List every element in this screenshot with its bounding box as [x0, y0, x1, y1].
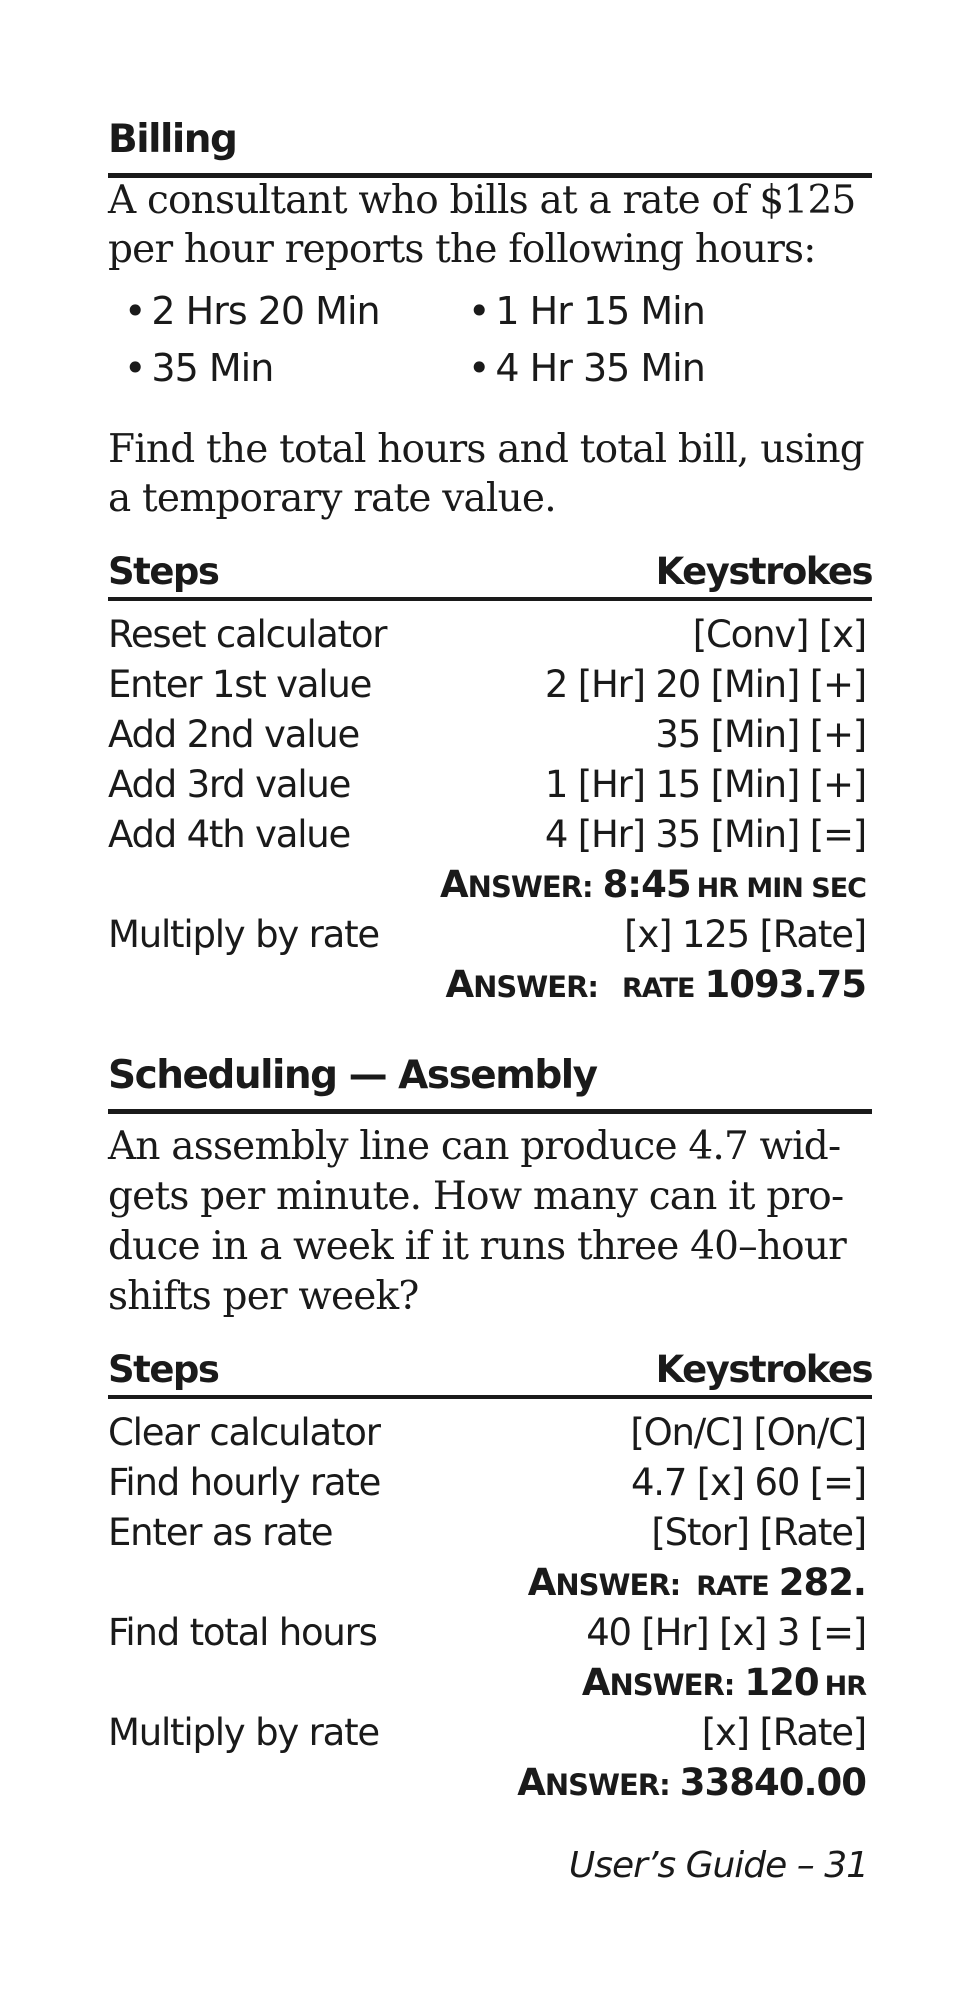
billing-step-row — [108, 763, 872, 816]
answer-value: 8:45 — [602, 863, 691, 906]
billing-step-row — [108, 913, 872, 966]
keystroke-sequence: 4 [Hr] 35 [Min] [=] — [544, 813, 866, 856]
step-label: Multiply by rate — [108, 913, 379, 956]
billing-intro-line-2: per hour reports the following hours: — [108, 227, 816, 272]
billing-answer-total-hours — [440, 863, 866, 916]
step-label: Find total hours — [108, 1611, 377, 1654]
answer-unit: RATE — [696, 1571, 769, 1602]
keystroke-sequence: 35 [Min] [+] — [655, 713, 866, 756]
answer-value: 120 — [744, 1661, 819, 1704]
answer-label: ANSWER: — [440, 863, 593, 906]
step-label: Clear calculator — [108, 1411, 380, 1454]
page-footer: User’s Guide – 31 — [568, 1845, 868, 1886]
scheduling-table-rule — [108, 1395, 872, 1399]
keystroke-sequence: 4.7 [x] 60 [=] — [630, 1461, 866, 1504]
step-label: Enter as rate — [108, 1511, 333, 1554]
keystroke-sequence: [Conv] [x] — [692, 613, 866, 656]
step-label: Find hourly rate — [108, 1461, 381, 1504]
keystroke-sequence: 1 [Hr] 15 [Min] [+] — [544, 763, 866, 806]
step-label: Add 4th value — [108, 813, 351, 856]
step-label: Reset calculator — [108, 613, 387, 656]
keystroke-sequence: [x] [Rate] — [701, 1711, 866, 1754]
keystroke-sequence: [x] 125 [Rate] — [624, 913, 866, 956]
hours-bullet-1: • 2 Hrs 20 Min — [124, 289, 380, 333]
step-label: Add 3rd value — [108, 763, 351, 806]
scheduling-intro-line-2: gets per minute. How many can it pro- — [108, 1174, 844, 1219]
billing-step-row — [108, 813, 872, 866]
keystroke-sequence: [Stor] [Rate] — [651, 1511, 866, 1554]
step-label: Enter 1st value — [108, 663, 372, 706]
scheduling-table-header — [108, 1348, 872, 1397]
hours-bullet-3: • 35 Min — [124, 346, 274, 390]
billing-task-line-2: a temporary rate value. — [108, 476, 556, 521]
answer-label: ANSWER: — [517, 1761, 670, 1804]
answer-label: ANSWER: — [581, 1661, 735, 1704]
keystrokes-column-label: Keystrokes — [655, 1348, 872, 1391]
billing-table-header — [108, 550, 872, 599]
billing-task-line-1: Find the total hours and total bill, using — [108, 427, 864, 472]
scheduling-step-row — [108, 1411, 872, 1464]
billing-step-row — [108, 663, 872, 716]
billing-step-row — [108, 713, 872, 766]
scheduling-step-row — [108, 1611, 872, 1664]
scheduling-answer-total — [517, 1761, 866, 1814]
answer-value: 1093.75 — [704, 963, 866, 1006]
answer-value: 282. — [778, 1561, 866, 1604]
billing-step-row — [108, 613, 872, 666]
scheduling-answer-rate — [527, 1561, 866, 1614]
billing-answer-total-bill — [445, 963, 866, 1016]
steps-column-label: Steps — [108, 1348, 219, 1391]
billing-table-rule — [108, 597, 872, 601]
step-label: Multiply by rate — [108, 1711, 379, 1754]
hours-bullet-4: • 4 Hr 35 Min — [468, 346, 705, 390]
scheduling-step-row — [108, 1511, 872, 1564]
scheduling-step-row — [108, 1461, 872, 1514]
steps-column-label: Steps — [108, 550, 219, 593]
scheduling-intro-line-3: duce in a week if it runs three 40–hour — [108, 1224, 847, 1269]
keystrokes-column-label: Keystrokes — [655, 550, 872, 593]
scheduling-answer-hours — [581, 1661, 866, 1714]
keystroke-sequence: 40 [Hr] [x] 3 [=] — [586, 1611, 866, 1654]
keystroke-sequence: [On/C] [On/C] — [630, 1411, 866, 1454]
step-label: Add 2nd value — [108, 713, 360, 756]
billing-intro-line-1: A consultant who bills at a rate of $125 — [108, 178, 856, 223]
scheduling-intro-line-4: shifts per week? — [108, 1274, 419, 1319]
answer-unit: HR — [824, 1671, 866, 1702]
answer-label: ANSWER: — [445, 963, 599, 1006]
billing-heading: Billing — [108, 117, 237, 162]
scheduling-heading-rule — [108, 1109, 872, 1114]
answer-value: 33840.00 — [679, 1761, 866, 1804]
hours-bullet-2: • 1 Hr 15 Min — [468, 289, 705, 333]
keystroke-sequence: 2 [Hr] 20 [Min] [+] — [544, 663, 866, 706]
scheduling-heading: Scheduling — Assembly — [108, 1053, 597, 1098]
answer-label: ANSWER: — [527, 1561, 681, 1604]
scheduling-intro-line-1: An assembly line can produce 4.7 wid- — [108, 1124, 841, 1169]
answer-unit: HR MIN SEC — [696, 873, 866, 904]
answer-unit: RATE — [622, 973, 695, 1004]
scheduling-step-row — [108, 1711, 872, 1764]
